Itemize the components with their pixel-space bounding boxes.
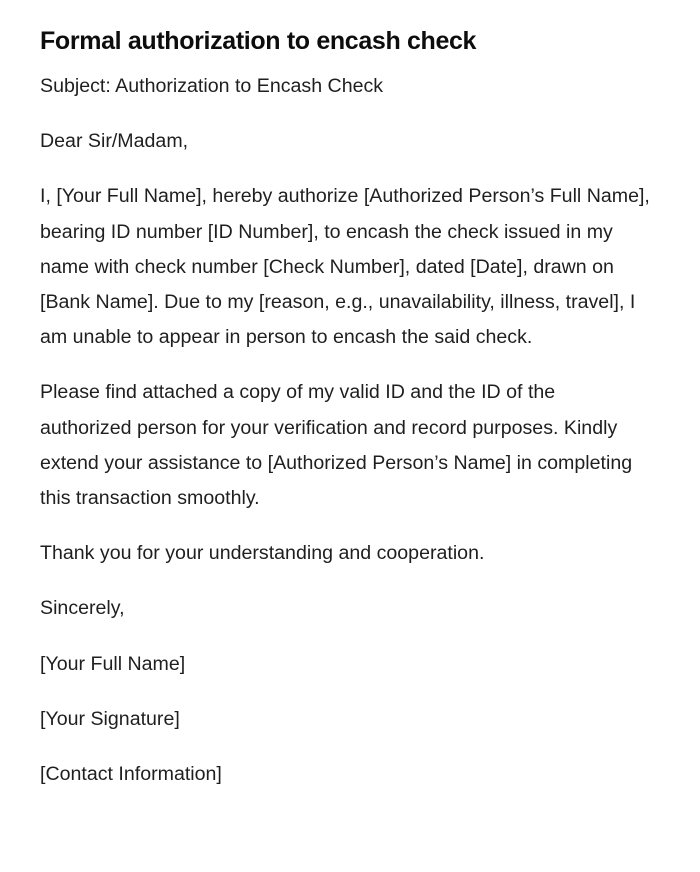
name-placeholder: [Your Full Name]: [40, 652, 186, 675]
letter-document: [40, 22, 652, 792]
subject-line: Subject: Authorization to Encash Check: [40, 75, 384, 97]
signature-placeholder: [Your Signature]: [40, 707, 180, 730]
thanks-line: Thank you for your understanding and cooperation.: [40, 542, 485, 565]
contact-placeholder: [Contact Information]: [40, 763, 222, 786]
salutation: Dear Sir/Madam,: [40, 130, 189, 153]
body-paragraph-authorization: I, [Your Full Name], hereby authorize [Authorized Person’s Full Name], bearing ID number [ID Number], to encash the check issued in my name with check number [Check Number], dated [Date], drawn on [Bank Name]. Due to my [reason, e.g., unavailability, illness, travel], I am unable to appear in person to encash the said check.: [40, 185, 650, 349]
closing-line: Sincerely,: [40, 597, 125, 620]
document-title: Formal authorization to encash check: [40, 27, 477, 55]
body-paragraph-attachments: Please find attached a copy of my valid ID and the ID of the authorized person for your verification and record purposes. Kindly extend your assistance to [Authorized Person’s Name] in completing this transaction smoothly.: [40, 381, 633, 510]
